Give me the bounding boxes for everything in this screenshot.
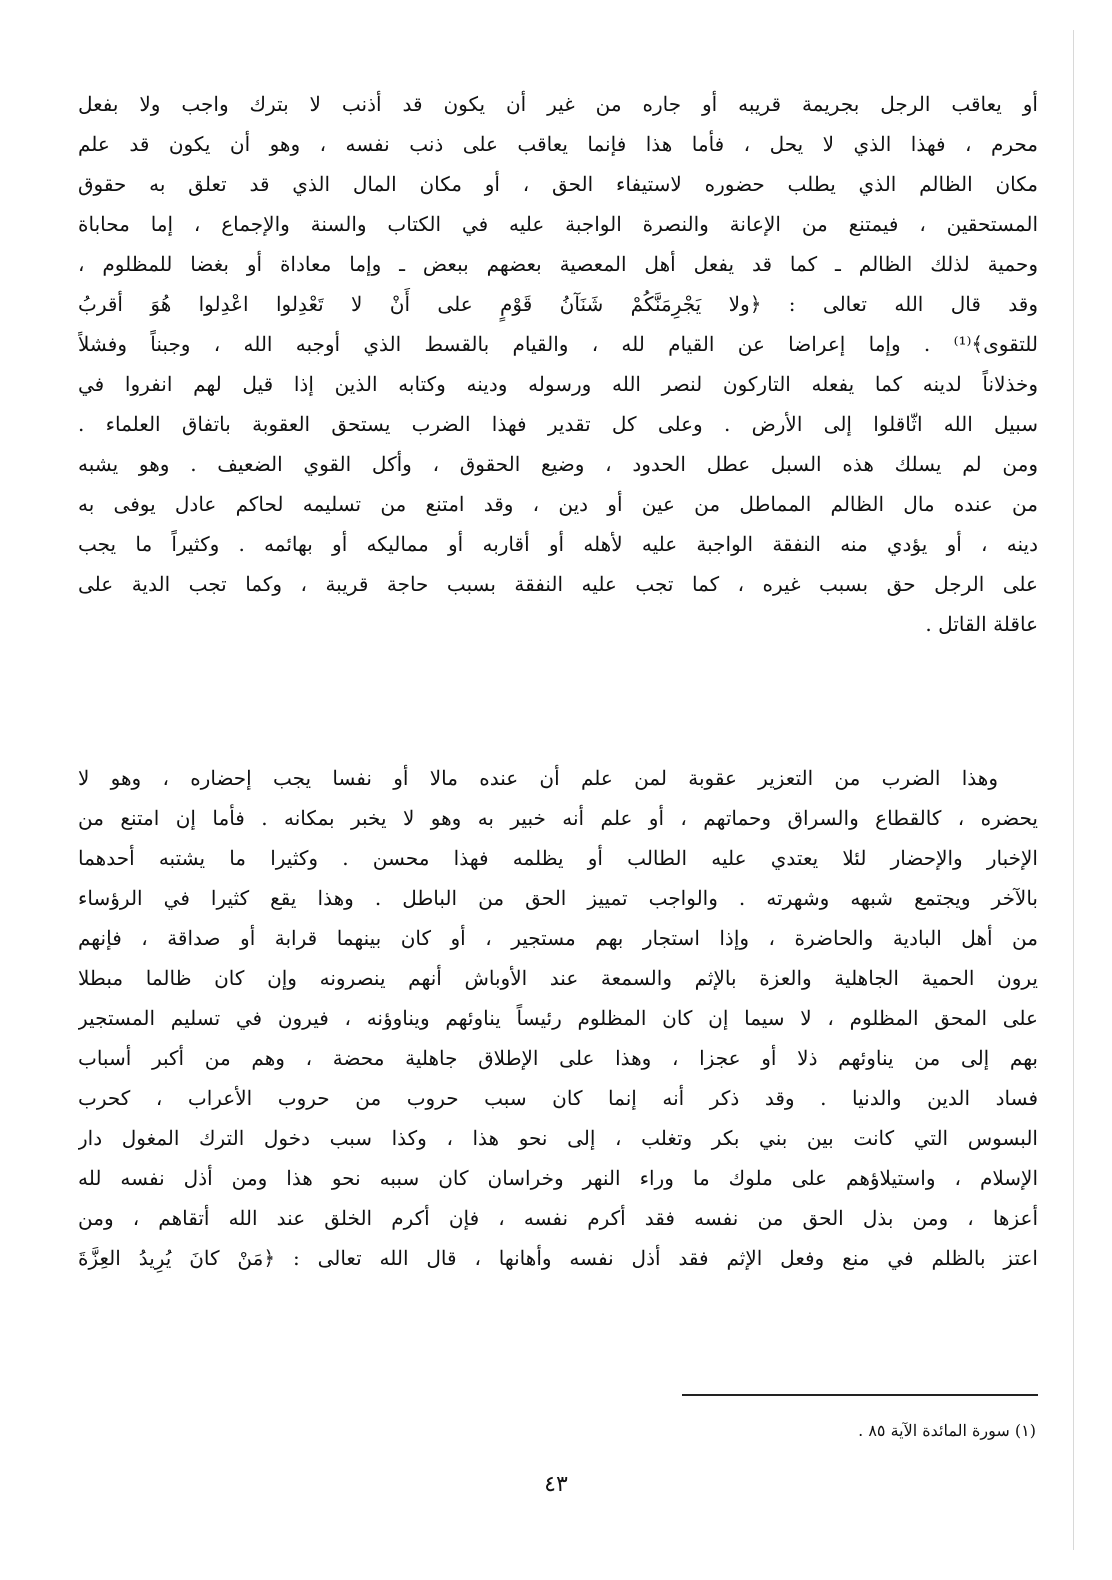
text-line: اعتز بالظلم في منع وفعل الإثم فقد أذل نفسه وأهانها ، قال الله تعالى : ﴿مَنْ كانَ يُرِيدُ العِزَّةَ [78, 1246, 1038, 1270]
text-line: أو يعاقب الرجل بجريمة قريبه أو جاره من غير أن يكون قد أذنب لا بترك واجب ولا بفعل [78, 92, 1038, 116]
text-line: وهذا الضرب من التعزير عقوبة لمن علم أن عنده مالا أو نفسا يجب إحضاره ، وهو لا [78, 766, 998, 790]
text-line: البسوس التي كانت بين بني بكر وتغلب ، إلى نحو هذا ، وكذا سبب دخول الترك المغول دار [78, 1126, 1038, 1150]
text-line: يحضره ، كالقطاع والسراق وحماتهم ، أو علم أنه خبير به وهو لا يخبر بمكانه . فأما إن امتنع من [78, 806, 1038, 830]
footnote: (١) سورة المائدة الآية ٨٥ . [858, 1421, 1036, 1440]
footnote-divider [682, 1394, 1038, 1396]
text-line: وخذلاناً لدينه كما يفعله التاركون لنصر الله ورسوله ودينه وكتابه الذين إذا قيل لهم انفروا في [78, 372, 1038, 396]
text-line: المستحقين ، فيمتنع من الإعانة والنصرة الواجبة عليه في الكتاب والسنة والإجماع ، إما محاباة [78, 212, 1038, 236]
page-number: ٤٣ [544, 1472, 568, 1497]
text-line: يرون الحمية الجاهلية والعزة بالإثم والسمعة عند الأوباش أنهم ينصرونه وإن كان ظالما مبطلا [78, 966, 1038, 990]
text-line: على الرجل حق بسبب غيره ، كما تجب عليه النفقة بسبب حاجة قريبة ، وكما تجب الدية على [78, 572, 1038, 596]
paragraph-2 [78, 758, 1038, 1278]
text-line: ومن لم يسلك هذه السبل عطل الحدود ، وضيع الحقوق ، وأكل القوي الضعيف . وهو يشبه [78, 452, 1038, 476]
text-line: الإسلام ، واستيلاؤهم على ملوك ما وراء النهر وخراسان كان سببه نحو هذا ومن أذل نفسه لله [78, 1166, 1038, 1190]
text-line: مكان الظالم الذي يطلب حضوره لاستيفاء الحق ، أو مكان المال الذي قد تعلق به حقوق [78, 172, 1038, 196]
text-line: وحمية لذلك الظالم ـ كما قد يفعل أهل المعصية بعضهم ببعض ـ وإما معاداة أو بغضا للمظلوم ، [78, 252, 1038, 276]
text-line: أعزها ، ومن بذل الحق من نفسه فقد أكرم نفسه ، فإن أكرم الخلق عند الله أتقاهم ، ومن [78, 1206, 1038, 1230]
text-line: للتقوى﴾⁽¹⁾ . وإما إعراضا عن القيام لله ، والقيام بالقسط الذي أوجبه الله ، وجبناً وفشلاً [78, 332, 1038, 356]
text-line: من عنده مال الظالم المماطل من عين أو دين ، وقد امتنع من تسليمه لحاكم عادل يوفى به [78, 492, 1038, 516]
text-line: فساد الدين والدنيا . وقد ذكر أنه إنما كان سبب حروب من حروب الأعراب ، كحرب [78, 1086, 1038, 1110]
text-line: وقد قال الله تعالى : ﴿ولا يَجْرِمَنَّكُمْ شَنَآنُ قَوْمٍ على أَنْ لا تَعْدِلوا اعْدِلوا هُوَ أقربُ [78, 292, 1038, 316]
text-line: من أهل البادية والحاضرة ، وإذا استجار بهم مستجير ، أو كان بينهما قرابة أو صداقة ، فإنهم [78, 926, 1038, 950]
text-line: بالآخر ويجتمع شبهه وشهرته . والواجب تمييز الحق من الباطل . وهذا يقع كثيرا في الرؤساء [78, 886, 1038, 910]
text-line: محرم ، فهذا الذي لا يحل ، فأما هذا فإنما يعاقب على ذنب نفسه ، وهو أن يكون قد علم [78, 132, 1038, 156]
text-line: دينه ، أو يؤدي منه النفقة الواجبة عليه لأهله أو أقاربه أو مماليكه أو بهائمه . وكثيراً ما يجب [78, 532, 1038, 556]
text-line: الإخبار والإحضار لئلا يعتدي عليه الطالب أو يظلمه فهذا محسن . وكثيرا ما يشتبه أحدهما [78, 846, 1038, 870]
paragraph-1 [78, 84, 1038, 644]
text-line: سبيل الله اثّاقلوا إلى الأرض . وعلى كل تقدير فهذا الضرب يستحق العقوبة باتفاق العلماء . [78, 412, 1038, 436]
page-edge-line [1073, 30, 1074, 1550]
text-line: بهم إلى من يناوئهم ذلا أو عجزا ، وهذا على الإطلاق جاهلية محضة ، وهم من أكبر أسباب [78, 1046, 1038, 1070]
text-line: عاقلة القاتل . [925, 612, 1038, 636]
text-line: على المحق المظلوم ، لا سيما إن كان المظلوم رئيساً يناوئهم ويناوؤنه ، فيرون في تسليم المستجير [78, 1006, 1038, 1030]
